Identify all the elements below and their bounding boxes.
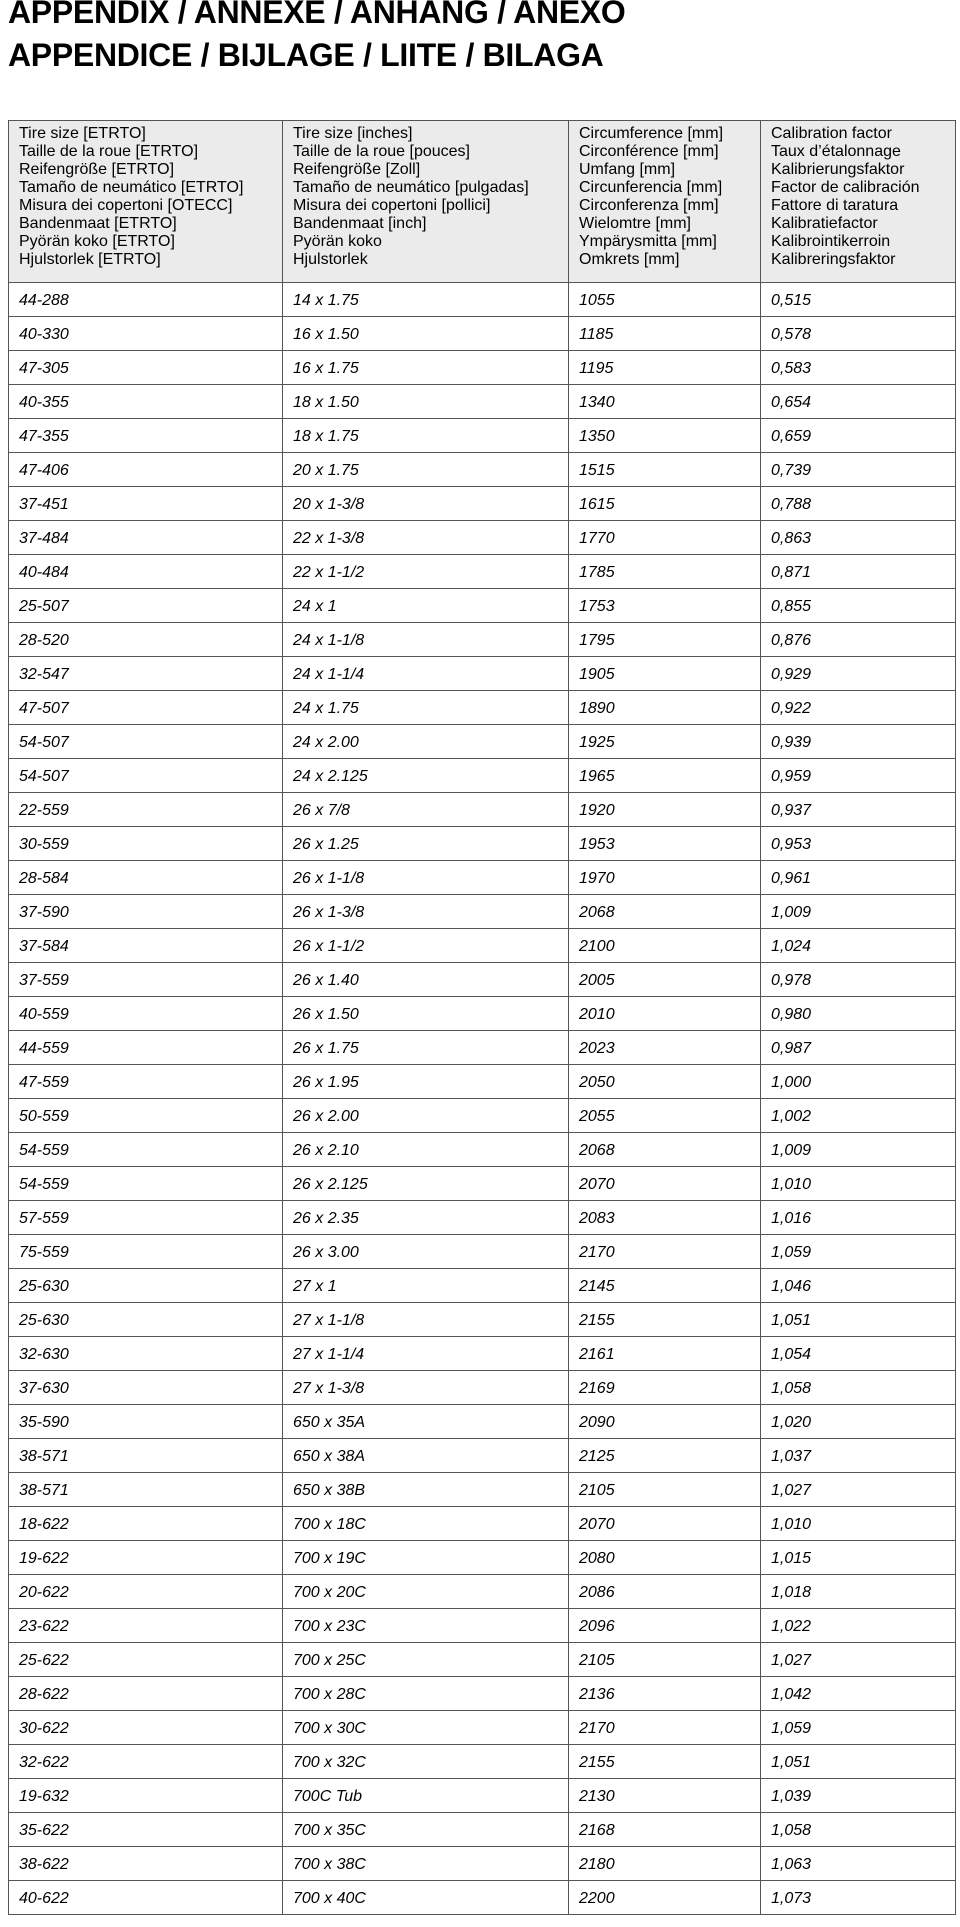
- header-line: Misura dei copertoni [OTECC]: [19, 197, 233, 214]
- circumference-cell: 2096: [569, 1609, 761, 1643]
- etrto-cell: 37-630: [9, 1371, 283, 1405]
- etrto-cell: 37-584: [9, 929, 283, 963]
- table-row: [9, 1167, 956, 1201]
- circumference-cell: 1970: [569, 861, 761, 895]
- etrto-cell: 19-632: [9, 1779, 283, 1813]
- table-row: [9, 589, 956, 623]
- circumference-cell: 1055: [569, 283, 761, 317]
- circumference-cell: 2105: [569, 1643, 761, 1677]
- calibration-factor-cell: 1,037: [761, 1439, 956, 1473]
- header-line: Kalibrierungsfaktor: [771, 161, 905, 178]
- header-line: Hjulstorlek: [293, 251, 368, 268]
- circumference-cell: 1965: [569, 759, 761, 793]
- etrto-cell: 50-559: [9, 1099, 283, 1133]
- header-line: Bandenmaat [ETRTO]: [19, 215, 177, 232]
- etrto-cell: 40-559: [9, 997, 283, 1031]
- etrto-cell: 44-288: [9, 283, 283, 317]
- circumference-cell: 2068: [569, 1133, 761, 1167]
- circumference-cell: 2050: [569, 1065, 761, 1099]
- calibration-factor-cell: 0,855: [761, 589, 956, 623]
- header-line: Pyörän koko: [293, 233, 382, 250]
- calibration-factor-cell: 0,863: [761, 521, 956, 555]
- header-line: Reifengröße [Zoll]: [293, 161, 421, 178]
- circumference-cell: 2145: [569, 1269, 761, 1303]
- calibration-factor-cell: 1,020: [761, 1405, 956, 1439]
- table-row: [9, 351, 956, 385]
- table-row: [9, 657, 956, 691]
- circumference-cell: 1185: [569, 317, 761, 351]
- calibration-factor-cell: 0,961: [761, 861, 956, 895]
- header-line: Ympärysmitta [mm]: [579, 233, 717, 250]
- circumference-cell: 2070: [569, 1507, 761, 1541]
- etrto-cell: 23-622: [9, 1609, 283, 1643]
- inch-size-cell: 650 x 38B: [283, 1473, 569, 1507]
- inch-size-cell: 700C Tub: [283, 1779, 569, 1813]
- calibration-factor-cell: 1,051: [761, 1745, 956, 1779]
- table-row: [9, 1201, 956, 1235]
- etrto-cell: 20-622: [9, 1575, 283, 1609]
- table-row: [9, 487, 956, 521]
- tire-calibration-table: [8, 120, 956, 1915]
- table-row: [9, 623, 956, 657]
- inch-size-cell: 26 x 1.40: [283, 963, 569, 997]
- inch-size-cell: 26 x 2.35: [283, 1201, 569, 1235]
- calibration-factor-cell: 1,000: [761, 1065, 956, 1099]
- table-row: [9, 385, 956, 419]
- inch-size-cell: 700 x 35C: [283, 1813, 569, 1847]
- table-row: [9, 1405, 956, 1439]
- calibration-factor-cell: 1,027: [761, 1473, 956, 1507]
- inch-size-cell: 24 x 2.00: [283, 725, 569, 759]
- header-line: Factor de calibración: [771, 179, 920, 196]
- etrto-cell: 25-630: [9, 1269, 283, 1303]
- table-row: [9, 1133, 956, 1167]
- inch-size-cell: 26 x 1.25: [283, 827, 569, 861]
- inch-size-cell: 26 x 1.50: [283, 997, 569, 1031]
- circumference-cell: 1515: [569, 453, 761, 487]
- calibration-factor-cell: 1,063: [761, 1847, 956, 1881]
- etrto-cell: 30-622: [9, 1711, 283, 1745]
- etrto-cell: 38-571: [9, 1439, 283, 1473]
- calibration-factor-cell: 1,042: [761, 1677, 956, 1711]
- page-title: APPENDIX / ANNEXE / ANHANG / ANEXO: [8, 0, 626, 30]
- calibration-factor-cell: 0,654: [761, 385, 956, 419]
- table-row: [9, 691, 956, 725]
- calibration-factor-cell: 1,018: [761, 1575, 956, 1609]
- etrto-cell: 38-571: [9, 1473, 283, 1507]
- table-row: [9, 521, 956, 555]
- circumference-cell: 2155: [569, 1303, 761, 1337]
- inch-size-cell: 24 x 2.125: [283, 759, 569, 793]
- calibration-factor-cell: 0,578: [761, 317, 956, 351]
- circumference-cell: 2169: [569, 1371, 761, 1405]
- calibration-factor-cell: 0,987: [761, 1031, 956, 1065]
- circumference-cell: 1920: [569, 793, 761, 827]
- table-row: [9, 1031, 956, 1065]
- header-line: Pyörän koko [ETRTO]: [19, 233, 175, 250]
- calibration-factor-cell: 1,059: [761, 1711, 956, 1745]
- table-row: [9, 1371, 956, 1405]
- inch-size-cell: 27 x 1-3/8: [283, 1371, 569, 1405]
- calibration-factor-cell: 0,980: [761, 997, 956, 1031]
- etrto-cell: 35-590: [9, 1405, 283, 1439]
- table-row: [9, 997, 956, 1031]
- circumference-cell: 1905: [569, 657, 761, 691]
- etrto-cell: 32-547: [9, 657, 283, 691]
- table-row: [9, 1303, 956, 1337]
- circumference-cell: 2136: [569, 1677, 761, 1711]
- table-row: [9, 1711, 956, 1745]
- header-line: Tire size [inches]: [293, 125, 413, 142]
- calibration-factor-cell: 1,015: [761, 1541, 956, 1575]
- calibration-factor-cell: 0,939: [761, 725, 956, 759]
- header-line: Circumference [mm]: [579, 125, 724, 142]
- inch-size-cell: 18 x 1.50: [283, 385, 569, 419]
- calibration-factor-cell: 1,009: [761, 1133, 956, 1167]
- inch-size-cell: 26 x 1-1/2: [283, 929, 569, 963]
- calibration-factor-cell: 1,054: [761, 1337, 956, 1371]
- table-row: [9, 1065, 956, 1099]
- circumference-cell: 2161: [569, 1337, 761, 1371]
- inch-size-cell: 700 x 18C: [283, 1507, 569, 1541]
- inch-size-cell: 16 x 1.50: [283, 317, 569, 351]
- calibration-factor-cell: 1,027: [761, 1643, 956, 1677]
- calibration-factor-cell: 1,058: [761, 1813, 956, 1847]
- inch-size-cell: 650 x 38A: [283, 1439, 569, 1473]
- etrto-cell: 75-559: [9, 1235, 283, 1269]
- calibration-factor-cell: 1,024: [761, 929, 956, 963]
- header-line: Kalibrointikerroin: [771, 233, 891, 250]
- etrto-cell: 32-630: [9, 1337, 283, 1371]
- header-line: Umfang [mm]: [579, 161, 676, 178]
- etrto-cell: 40-355: [9, 385, 283, 419]
- table-row: [9, 1609, 956, 1643]
- circumference-cell: 1953: [569, 827, 761, 861]
- etrto-cell: 37-451: [9, 487, 283, 521]
- header-line: Circonférence [mm]: [579, 143, 719, 160]
- circumference-cell: 2100: [569, 929, 761, 963]
- circumference-cell: 2086: [569, 1575, 761, 1609]
- circumference-cell: 2070: [569, 1167, 761, 1201]
- table-row: [9, 1269, 956, 1303]
- table-row: [9, 283, 956, 317]
- etrto-cell: 47-305: [9, 351, 283, 385]
- header-line: Taille de la roue [ETRTO]: [19, 143, 199, 160]
- circumference-cell: 2105: [569, 1473, 761, 1507]
- etrto-cell: 25-622: [9, 1643, 283, 1677]
- etrto-cell: 22-559: [9, 793, 283, 827]
- circumference-cell: 1770: [569, 521, 761, 555]
- calibration-factor-cell: 0,959: [761, 759, 956, 793]
- calibration-factor-cell: 0,953: [761, 827, 956, 861]
- table-row: [9, 759, 956, 793]
- circumference-cell: 1925: [569, 725, 761, 759]
- inch-size-cell: 700 x 19C: [283, 1541, 569, 1575]
- table-row: [9, 861, 956, 895]
- table-row: [9, 1541, 956, 1575]
- header-line: Tamaño de neumático [ETRTO]: [19, 179, 244, 196]
- circumference-cell: 1753: [569, 589, 761, 623]
- calibration-factor-cell: 0,922: [761, 691, 956, 725]
- inch-size-cell: 26 x 1.75: [283, 1031, 569, 1065]
- table-row: [9, 1337, 956, 1371]
- table-row: [9, 1473, 956, 1507]
- etrto-cell: 37-590: [9, 895, 283, 929]
- header-line: Reifengröße [ETRTO]: [19, 161, 175, 178]
- header-line: Omkrets [mm]: [579, 251, 680, 268]
- inch-size-cell: 650 x 35A: [283, 1405, 569, 1439]
- table-row: [9, 1847, 956, 1881]
- etrto-cell: 40-330: [9, 317, 283, 351]
- header-line: Tamaño de neumático [pulgadas]: [293, 179, 529, 196]
- circumference-cell: 2090: [569, 1405, 761, 1439]
- circumference-cell: 1890: [569, 691, 761, 725]
- table-row: [9, 1439, 956, 1473]
- calibration-factor-cell: 1,002: [761, 1099, 956, 1133]
- inch-size-cell: 18 x 1.75: [283, 419, 569, 453]
- table-row: [9, 827, 956, 861]
- table-header-row: [9, 121, 956, 283]
- etrto-cell: 54-507: [9, 759, 283, 793]
- etrto-cell: 30-559: [9, 827, 283, 861]
- circumference-cell: 1785: [569, 555, 761, 589]
- calibration-factor-cell: 1,059: [761, 1235, 956, 1269]
- table-row: [9, 793, 956, 827]
- inch-size-cell: 26 x 2.10: [283, 1133, 569, 1167]
- calibration-factor-cell: 1,046: [761, 1269, 956, 1303]
- table-row: [9, 963, 956, 997]
- table-row: [9, 1575, 956, 1609]
- calibration-factor-cell: 1,016: [761, 1201, 956, 1235]
- table-row: [9, 1099, 956, 1133]
- inch-size-cell: 22 x 1-1/2: [283, 555, 569, 589]
- circumference-cell: 2068: [569, 895, 761, 929]
- table-row: [9, 317, 956, 351]
- etrto-cell: 47-559: [9, 1065, 283, 1099]
- header-line: Hjulstorlek [ETRTO]: [19, 251, 161, 268]
- header-tire-size-etrto: [9, 121, 283, 283]
- inch-size-cell: 16 x 1.75: [283, 351, 569, 385]
- etrto-cell: 47-406: [9, 453, 283, 487]
- circumference-cell: 1795: [569, 623, 761, 657]
- etrto-cell: 25-507: [9, 589, 283, 623]
- inch-size-cell: 20 x 1-3/8: [283, 487, 569, 521]
- circumference-cell: 2170: [569, 1235, 761, 1269]
- header-line: Kalibratiefactor: [771, 215, 878, 232]
- table-row: [9, 1779, 956, 1813]
- inch-size-cell: 22 x 1-3/8: [283, 521, 569, 555]
- inch-size-cell: 24 x 1: [283, 589, 569, 623]
- calibration-factor-cell: 1,010: [761, 1167, 956, 1201]
- calibration-factor-cell: 1,009: [761, 895, 956, 929]
- table-body: [9, 283, 956, 1915]
- header-line: Circonferenza [mm]: [579, 197, 719, 214]
- etrto-cell: 57-559: [9, 1201, 283, 1235]
- circumference-cell: 1350: [569, 419, 761, 453]
- inch-size-cell: 700 x 32C: [283, 1745, 569, 1779]
- calibration-factor-cell: 1,022: [761, 1609, 956, 1643]
- circumference-cell: 2023: [569, 1031, 761, 1065]
- header-line: Kalibreringsfaktor: [771, 251, 896, 268]
- header-circumference: [569, 121, 761, 283]
- inch-size-cell: 26 x 2.00: [283, 1099, 569, 1133]
- circumference-cell: 2010: [569, 997, 761, 1031]
- circumference-cell: 2055: [569, 1099, 761, 1133]
- etrto-cell: 25-630: [9, 1303, 283, 1337]
- calibration-factor-cell: 1,039: [761, 1779, 956, 1813]
- etrto-cell: 19-622: [9, 1541, 283, 1575]
- circumference-cell: 2130: [569, 1779, 761, 1813]
- header-line: Tire size [ETRTO]: [19, 125, 146, 142]
- inch-size-cell: 26 x 1-3/8: [283, 895, 569, 929]
- header-line: Circunferencia [mm]: [579, 179, 723, 196]
- inch-size-cell: 24 x 1.75: [283, 691, 569, 725]
- header-line: Bandenmaat [inch]: [293, 215, 427, 232]
- header-line: Calibration factor: [771, 125, 892, 142]
- table-row: [9, 1507, 956, 1541]
- inch-size-cell: 26 x 7/8: [283, 793, 569, 827]
- etrto-cell: 40-484: [9, 555, 283, 589]
- circumference-cell: 2168: [569, 1813, 761, 1847]
- table-row: [9, 1881, 956, 1915]
- circumference-cell: 2080: [569, 1541, 761, 1575]
- header-tire-size-inches: [283, 121, 569, 283]
- inch-size-cell: 27 x 1: [283, 1269, 569, 1303]
- header-line: Taille de la roue [pouces]: [293, 143, 470, 160]
- calibration-factor-cell: 1,073: [761, 1881, 956, 1915]
- table-row: [9, 419, 956, 453]
- calibration-factor-cell: 0,978: [761, 963, 956, 997]
- table-row: [9, 1745, 956, 1779]
- calibration-factor-cell: 1,051: [761, 1303, 956, 1337]
- etrto-cell: 44-559: [9, 1031, 283, 1065]
- circumference-cell: 2155: [569, 1745, 761, 1779]
- inch-size-cell: 27 x 1-1/8: [283, 1303, 569, 1337]
- etrto-cell: 28-622: [9, 1677, 283, 1711]
- etrto-cell: 37-559: [9, 963, 283, 997]
- circumference-cell: 1195: [569, 351, 761, 385]
- etrto-cell: 35-622: [9, 1813, 283, 1847]
- header-calibration-factor: [761, 121, 956, 283]
- etrto-cell: 28-584: [9, 861, 283, 895]
- inch-size-cell: 24 x 1-1/4: [283, 657, 569, 691]
- inch-size-cell: 700 x 38C: [283, 1847, 569, 1881]
- table-row: [9, 1235, 956, 1269]
- etrto-cell: 38-622: [9, 1847, 283, 1881]
- inch-size-cell: 700 x 25C: [283, 1643, 569, 1677]
- calibration-factor-cell: 0,739: [761, 453, 956, 487]
- table-row: [9, 555, 956, 589]
- table-row: [9, 725, 956, 759]
- page-subtitle: APPENDICE / BIJLAGE / LIITE / BILAGA: [8, 37, 604, 73]
- etrto-cell: 54-559: [9, 1133, 283, 1167]
- inch-size-cell: 700 x 30C: [283, 1711, 569, 1745]
- calibration-factor-cell: 0,871: [761, 555, 956, 589]
- circumference-cell: 2125: [569, 1439, 761, 1473]
- table-row: [9, 1813, 956, 1847]
- circumference-cell: 1615: [569, 487, 761, 521]
- table-row: [9, 1643, 956, 1677]
- table-row: [9, 895, 956, 929]
- circumference-cell: 2200: [569, 1881, 761, 1915]
- calibration-factor-cell: 0,583: [761, 351, 956, 385]
- calibration-factor-cell: 0,659: [761, 419, 956, 453]
- inch-size-cell: 26 x 1.95: [283, 1065, 569, 1099]
- circumference-cell: 2083: [569, 1201, 761, 1235]
- etrto-cell: 37-484: [9, 521, 283, 555]
- calibration-factor-cell: 0,937: [761, 793, 956, 827]
- etrto-cell: 54-559: [9, 1167, 283, 1201]
- inch-size-cell: 14 x 1.75: [283, 283, 569, 317]
- inch-size-cell: 700 x 23C: [283, 1609, 569, 1643]
- inch-size-cell: 27 x 1-1/4: [283, 1337, 569, 1371]
- inch-size-cell: 26 x 1-1/8: [283, 861, 569, 895]
- calibration-factor-cell: 1,058: [761, 1371, 956, 1405]
- calibration-factor-cell: 0,515: [761, 283, 956, 317]
- circumference-cell: 2170: [569, 1711, 761, 1745]
- calibration-factor-cell: 0,876: [761, 623, 956, 657]
- circumference-cell: 2005: [569, 963, 761, 997]
- circumference-cell: 2180: [569, 1847, 761, 1881]
- header-line: Misura dei copertoni [pollici]: [293, 197, 491, 214]
- calibration-factor-cell: 0,788: [761, 487, 956, 521]
- table-row: [9, 453, 956, 487]
- header-line: Wielomtre [mm]: [579, 215, 691, 232]
- etrto-cell: 47-355: [9, 419, 283, 453]
- inch-size-cell: 26 x 2.125: [283, 1167, 569, 1201]
- etrto-cell: 32-622: [9, 1745, 283, 1779]
- inch-size-cell: 26 x 3.00: [283, 1235, 569, 1269]
- header-line: Fattore di taratura: [771, 197, 899, 214]
- etrto-cell: 54-507: [9, 725, 283, 759]
- inch-size-cell: 700 x 40C: [283, 1881, 569, 1915]
- etrto-cell: 28-520: [9, 623, 283, 657]
- circumference-cell: 1340: [569, 385, 761, 419]
- inch-size-cell: 20 x 1.75: [283, 453, 569, 487]
- calibration-factor-cell: 1,010: [761, 1507, 956, 1541]
- inch-size-cell: 700 x 28C: [283, 1677, 569, 1711]
- inch-size-cell: 24 x 1-1/8: [283, 623, 569, 657]
- calibration-factor-cell: 0,929: [761, 657, 956, 691]
- etrto-cell: 47-507: [9, 691, 283, 725]
- etrto-cell: 40-622: [9, 1881, 283, 1915]
- inch-size-cell: 700 x 20C: [283, 1575, 569, 1609]
- table-row: [9, 1677, 956, 1711]
- etrto-cell: 18-622: [9, 1507, 283, 1541]
- table-row: [9, 929, 956, 963]
- header-line: Taux d’étalonnage: [771, 143, 901, 160]
